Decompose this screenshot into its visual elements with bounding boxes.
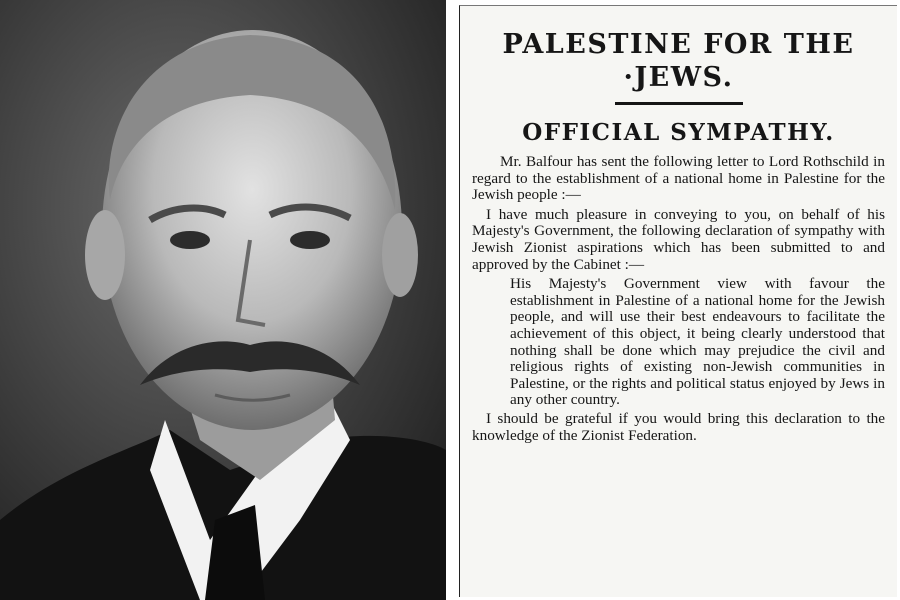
headline-line-2: ·JEWS.	[623, 62, 734, 93]
declaration-paragraph: His Majesty's Government view with favour the establishment in Palestine of a national home for the Jewish people, and will use their best endeavours to facilitate the achievement of this object, it being clearly understood that nothing shall be done which may prejudice the civil and religious rights of existing non-Jewish communities in Palestine, or the rights and political status enjoyed by Jews in any other country.	[510, 275, 885, 409]
headline-rule	[615, 102, 743, 105]
subheadline: OFFICIAL SYMPATHY.	[522, 119, 835, 146]
letter-opening-paragraph: I have much pleasure in conveying to you, on behalf of his Majesty's Government, the following declaration of sympathy with Jewish Zionist aspirations which has been submitted to and approved by the Cabinet :—	[472, 205, 885, 273]
newspaper-clipping	[459, 5, 897, 597]
closing-paragraph: I should be grateful if you would bring this declaration to the knowledge of the Zionist Federation.	[472, 409, 885, 444]
headline-line-1: PALESTINE FOR THE	[502, 29, 855, 60]
portrait-photo	[0, 0, 446, 600]
portrait-photo-icon	[0, 0, 446, 600]
intro-paragraph: Mr. Balfour has sent the following letter to Lord Rothschild in regard to the establishment of a national home in Palestine for the Jewish people :—	[472, 153, 885, 204]
headline	[460, 28, 897, 94]
